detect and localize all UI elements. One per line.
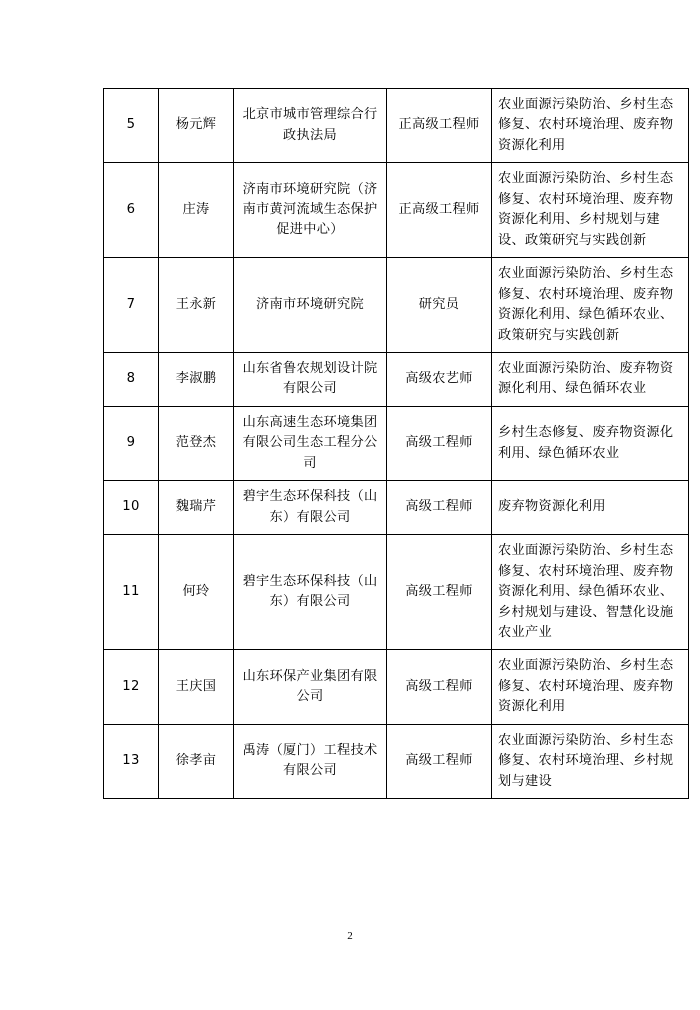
row-specialty: 农业面源污染防治、乡村生态修复、农村环境治理、废弃物资源化利用 bbox=[492, 650, 689, 724]
table-row bbox=[104, 258, 689, 353]
row-number: 6 bbox=[104, 163, 159, 258]
row-number: 5 bbox=[104, 89, 159, 163]
row-organization: 济南市环境研究院（济南市黄河流域生态保护促进中心） bbox=[234, 163, 387, 258]
table-row bbox=[104, 650, 689, 724]
row-organization: 碧宇生态环保科技（山东）有限公司 bbox=[234, 535, 387, 650]
row-job-title: 正高级工程师 bbox=[387, 163, 492, 258]
row-specialty: 农业面源污染防治、乡村生态修复、农村环境治理、废弃物资源化利用、绿色循环农业、乡村规划与建设、智慧化设施农业产业 bbox=[492, 535, 689, 650]
row-organization: 碧宇生态环保科技（山东）有限公司 bbox=[234, 481, 387, 535]
row-person-name: 杨元辉 bbox=[159, 89, 234, 163]
row-specialty: 农业面源污染防治、乡村生态修复、农村环境治理、乡村规划与建设 bbox=[492, 724, 689, 798]
row-person-name: 徐孝亩 bbox=[159, 724, 234, 798]
row-specialty: 废弃物资源化利用 bbox=[492, 481, 689, 535]
row-specialty: 农业面源污染防治、乡村生态修复、农村环境治理、废弃物资源化利用、乡村规划与建设、政策研究与实践创新 bbox=[492, 163, 689, 258]
row-person-name: 王永新 bbox=[159, 258, 234, 353]
table-row bbox=[104, 163, 689, 258]
row-job-title: 高级工程师 bbox=[387, 724, 492, 798]
table-row bbox=[104, 481, 689, 535]
table-row bbox=[104, 535, 689, 650]
row-specialty: 乡村生态修复、废弃物资源化利用、绿色循环农业 bbox=[492, 406, 689, 480]
row-specialty: 农业面源污染防治、乡村生态修复、农村环境治理、废弃物资源化利用 bbox=[492, 89, 689, 163]
row-number: 12 bbox=[104, 650, 159, 724]
row-number: 8 bbox=[104, 352, 159, 406]
row-organization: 山东环保产业集团有限公司 bbox=[234, 650, 387, 724]
row-person-name: 王庆国 bbox=[159, 650, 234, 724]
table-row bbox=[104, 406, 689, 480]
row-job-title: 研究员 bbox=[387, 258, 492, 353]
row-person-name: 魏瑞芹 bbox=[159, 481, 234, 535]
table-row bbox=[104, 724, 689, 798]
page-number: 2 bbox=[347, 930, 353, 942]
expert-roster-table bbox=[103, 88, 689, 799]
row-job-title: 高级工程师 bbox=[387, 406, 492, 480]
row-person-name: 何玲 bbox=[159, 535, 234, 650]
row-organization: 山东省鲁农规划设计院有限公司 bbox=[234, 352, 387, 406]
row-job-title: 高级工程师 bbox=[387, 535, 492, 650]
row-number: 7 bbox=[104, 258, 159, 353]
table-row bbox=[104, 89, 689, 163]
row-job-title: 高级工程师 bbox=[387, 650, 492, 724]
row-person-name: 李淑鹏 bbox=[159, 352, 234, 406]
row-organization: 山东高速生态环境集团有限公司生态工程分公司 bbox=[234, 406, 387, 480]
row-job-title: 高级农艺师 bbox=[387, 352, 492, 406]
row-organization: 北京市城市管理综合行政执法局 bbox=[234, 89, 387, 163]
row-person-name: 范登杰 bbox=[159, 406, 234, 480]
row-number: 13 bbox=[104, 724, 159, 798]
row-organization: 禹涛（厦门）工程技术有限公司 bbox=[234, 724, 387, 798]
row-number: 10 bbox=[104, 481, 159, 535]
table-body bbox=[104, 89, 689, 799]
row-number: 9 bbox=[104, 406, 159, 480]
row-job-title: 高级工程师 bbox=[387, 481, 492, 535]
row-specialty: 农业面源污染防治、乡村生态修复、农村环境治理、废弃物资源化利用、绿色循环农业、政策研究与实践创新 bbox=[492, 258, 689, 353]
row-number: 11 bbox=[104, 535, 159, 650]
row-organization: 济南市环境研究院 bbox=[234, 258, 387, 353]
row-specialty: 农业面源污染防治、废弃物资源化利用、绿色循环农业 bbox=[492, 352, 689, 406]
row-person-name: 庄涛 bbox=[159, 163, 234, 258]
row-job-title: 正高级工程师 bbox=[387, 89, 492, 163]
table-row bbox=[104, 352, 689, 406]
